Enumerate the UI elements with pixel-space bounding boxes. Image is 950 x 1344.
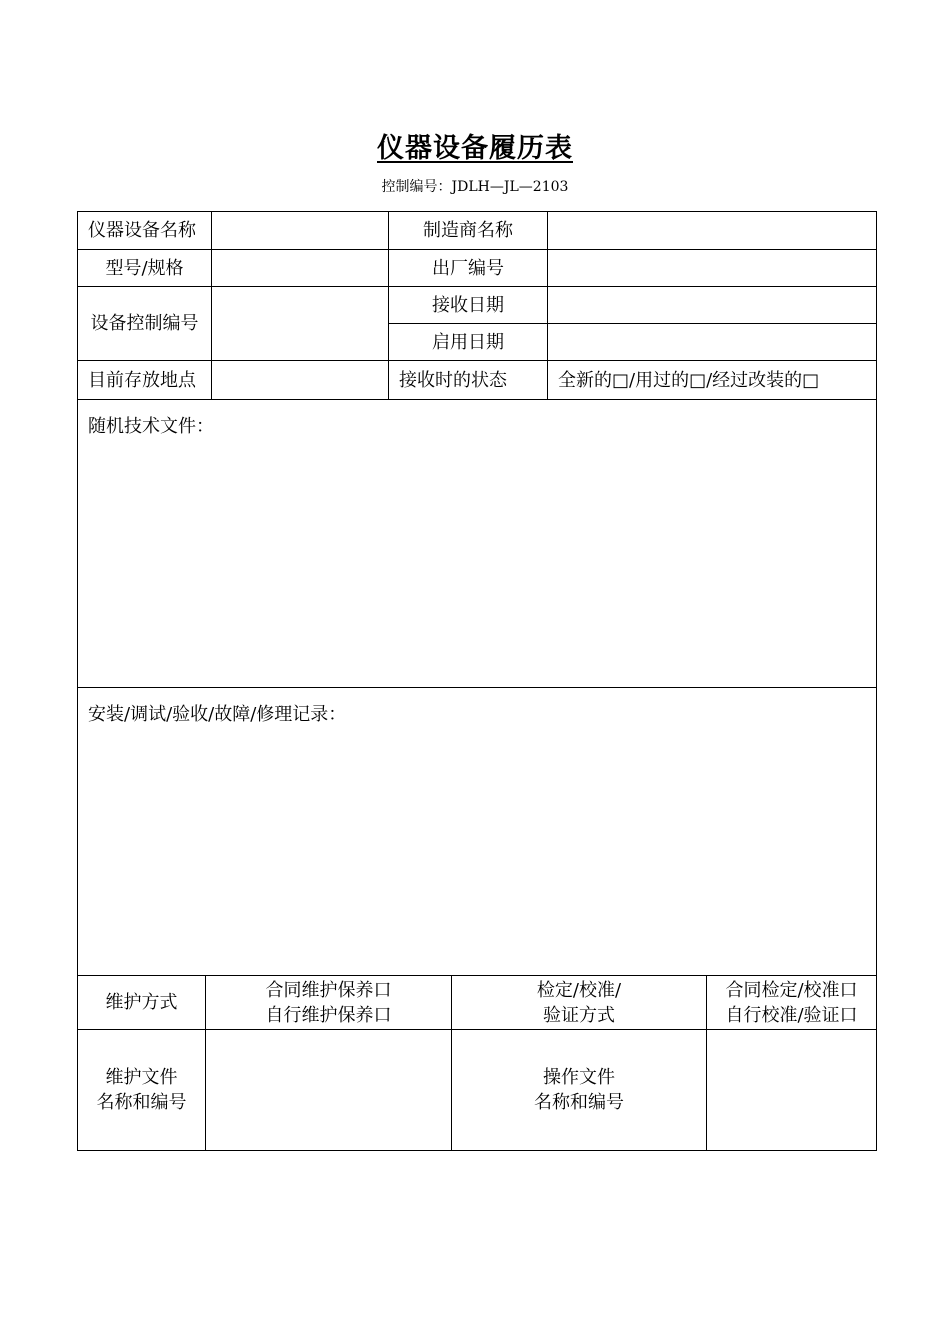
receive-date-label: 接收日期 bbox=[389, 287, 548, 324]
calibration-option-contract[interactable]: 合同检定/校准口 bbox=[725, 979, 858, 1001]
model-label: 型号/规格 bbox=[78, 250, 212, 287]
location-label: 目前存放地点 bbox=[78, 361, 212, 400]
tech-docs-section[interactable] bbox=[78, 400, 877, 688]
calibration-method-label-line1: 检定/校准/ bbox=[536, 979, 622, 1001]
maintenance-doc-label-line1: 维护文件 bbox=[105, 1067, 178, 1088]
location-field[interactable] bbox=[212, 361, 389, 400]
equipment-info-table bbox=[77, 211, 877, 1151]
factory-no-field[interactable] bbox=[548, 250, 877, 287]
receive-state-label: 接收时的状态 bbox=[389, 361, 548, 400]
maintenance-options[interactable] bbox=[206, 976, 452, 1030]
tech-docs-label: 随机技术文件： bbox=[88, 416, 214, 437]
maintenance-option-contract[interactable]: 合同维护保养口 bbox=[265, 979, 392, 1001]
factory-no-label: 出厂编号 bbox=[389, 250, 548, 287]
maintenance-doc-label bbox=[78, 1030, 206, 1151]
enable-date-field[interactable] bbox=[548, 324, 877, 361]
maintenance-doc-field[interactable] bbox=[206, 1030, 452, 1151]
control-no-label: 设备控制编号 bbox=[78, 287, 212, 361]
control-no-field[interactable] bbox=[212, 287, 389, 361]
operation-doc-label bbox=[452, 1030, 707, 1151]
equipment-name-label: 仪器设备名称 bbox=[78, 212, 212, 250]
maintenance-doc-label-line2: 名称和编号 bbox=[96, 1092, 187, 1113]
operation-doc-label-line1: 操作文件 bbox=[543, 1067, 615, 1088]
enable-date-label: 启用日期 bbox=[389, 324, 548, 361]
page-title-text: 仪器设备履历表 bbox=[377, 133, 573, 164]
install-records-label: 安装/调试/验收/故障/修理记录： bbox=[88, 704, 347, 725]
maintenance-method-label: 维护方式 bbox=[78, 976, 206, 1030]
calibration-method-label bbox=[452, 976, 707, 1030]
manufacturer-field[interactable] bbox=[548, 212, 877, 250]
model-field[interactable] bbox=[212, 250, 389, 287]
operation-doc-field[interactable] bbox=[707, 1030, 877, 1151]
manufacturer-label: 制造商名称 bbox=[389, 212, 548, 250]
calibration-method-label-line2: 验证方式 bbox=[542, 1004, 615, 1026]
equipment-name-field[interactable] bbox=[212, 212, 389, 250]
operation-doc-label-line2: 名称和编号 bbox=[534, 1092, 624, 1113]
receive-state-options[interactable]: 全新的□/用过的□/经过改装的□ bbox=[548, 361, 877, 400]
control-number: 控制编号：JDLH—JL—2103 bbox=[381, 179, 569, 195]
receive-date-field[interactable] bbox=[548, 287, 877, 324]
calibration-options[interactable] bbox=[707, 976, 877, 1030]
page-title bbox=[0, 131, 950, 167]
calibration-option-self[interactable]: 自行校准/验证口 bbox=[725, 1004, 858, 1026]
install-records-section[interactable] bbox=[78, 688, 877, 976]
maintenance-option-self[interactable]: 自行维护保养口 bbox=[265, 1004, 392, 1026]
